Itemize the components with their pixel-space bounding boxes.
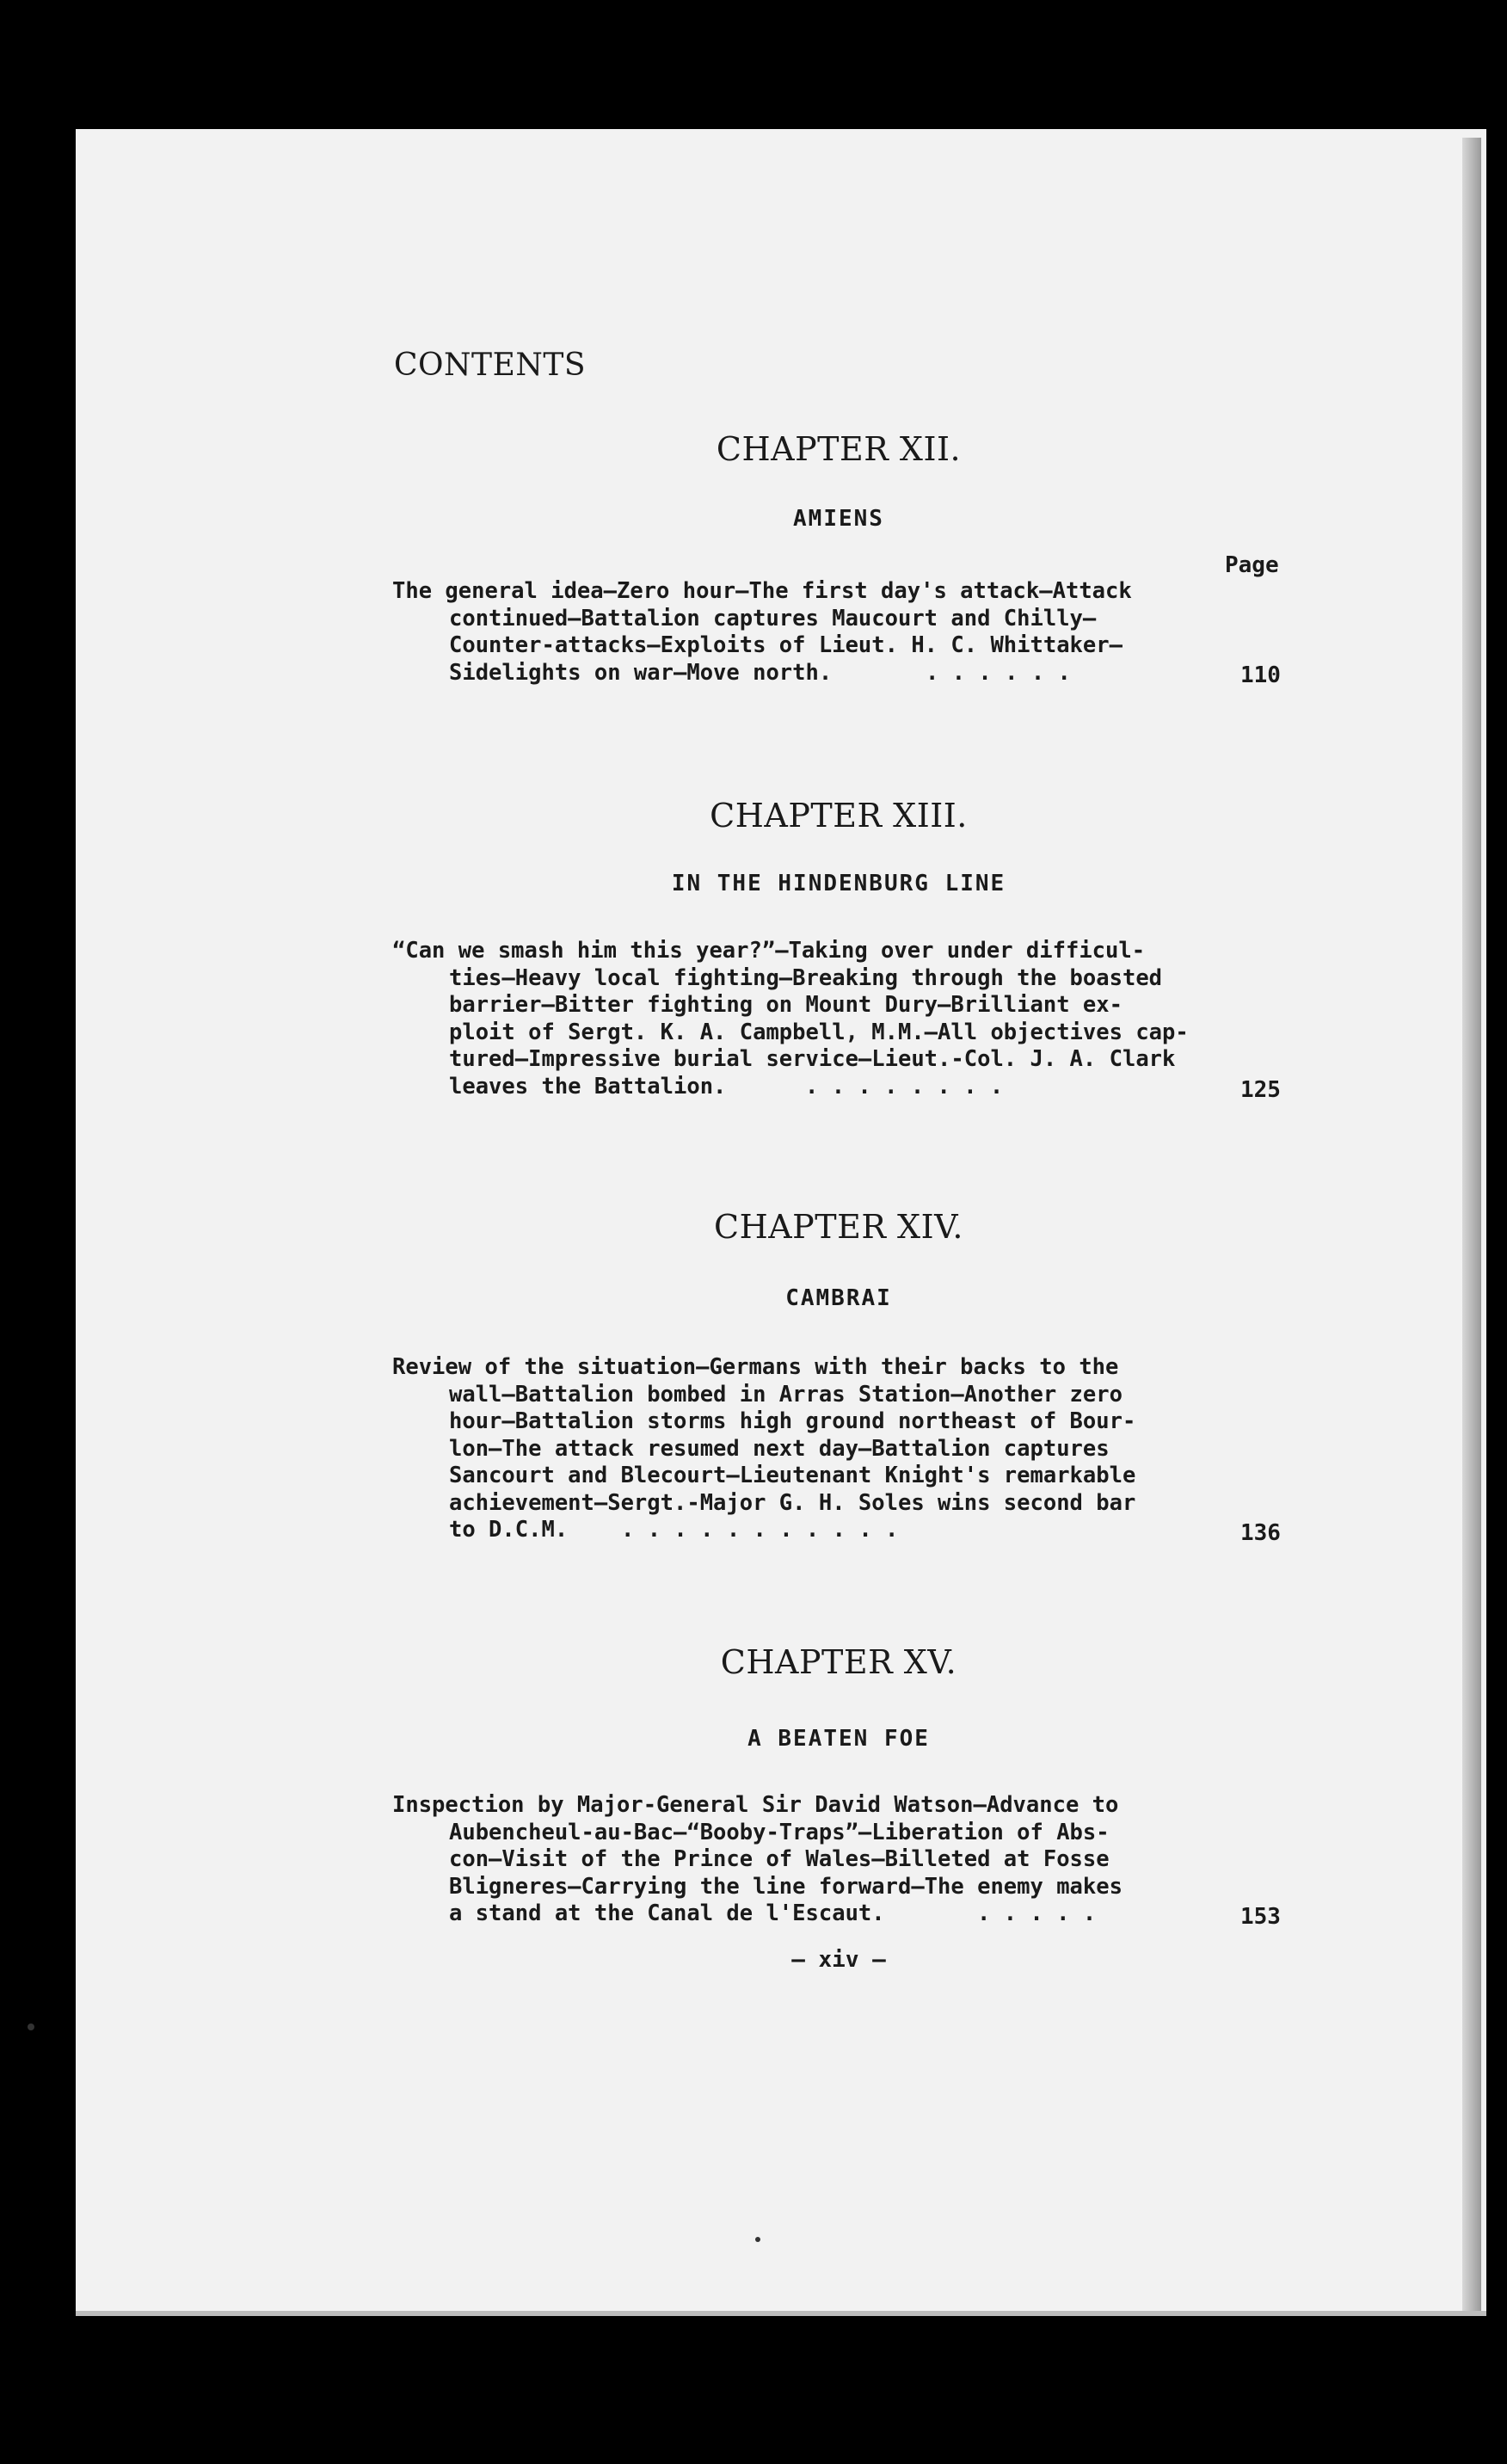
running-head: CONTENTS [394,348,587,383]
page-bottom-edge [76,2311,1486,2316]
chapter-title: CHAPTER XV. [720,1643,957,1681]
summary-line: Bligneres—Carrying the line forward—The enemy makes [449,1873,1123,1900]
summary-line: barrier—Bitter fighting on Mount Dury—Brilliant ex- [449,992,1123,1018]
summary-line-text: a stand at the Canal de l'Escaut. [449,1900,885,1926]
summary-line: con—Visit of the Prince of Wales—Billeted at Fosse [449,1846,1110,1872]
dot-leader: . . . . . . . . [805,1073,1004,1100]
summary-line-text: to D.C.M. [449,1517,569,1543]
chapter-title: CHAPTER XIII. [710,797,968,835]
summary-line: continued—Battalion captures Maucourt and Chilly— [449,605,1097,631]
dot-leader: . . . . . [977,1900,1097,1926]
paper-speck [755,2237,760,2242]
chapter-title: CHAPTER XII. [716,430,962,468]
page-number: 136 [1240,1520,1281,1546]
page-number: 125 [1240,1077,1281,1103]
summary-line [392,1900,1295,1928]
summary-line: Sancourt and Blecourt—Lieutenant Knight's remarkable [449,1463,1136,1488]
summary-line: lon—The attack resumed next day—Battalion captures [449,1435,1110,1462]
chapter-summary [392,938,1295,1100]
chapter-subtitle: IN THE HINDENBURG LINE [671,871,1006,896]
summary-line [392,660,1295,687]
chapter-subtitle: A BEATEN FOE [747,1726,930,1752]
chapter-summary [392,1354,1295,1544]
summary-line: ties—Heavy local fighting—Breaking through the boasted [449,964,1163,991]
summary-line: Review of the situation—Germans with their backs to the [392,1354,1119,1380]
summary-line: wall—Battalion bombed in Arras Station—Another zero [449,1381,1123,1408]
summary-line: Inspection by Major-General Sir David Watson—Advance to [392,1792,1119,1818]
summary-line: Aubencheul-au-Bac—“Booby-Traps”—Liberation of Abs- [449,1819,1110,1845]
summary-line: The general idea—Zero hour—The first day's attack—Attack [392,578,1132,604]
summary-line [392,1074,1295,1101]
dot-leader: . . . . . . [926,659,1071,686]
chapter-summary [392,1792,1295,1928]
summary-line-text: Sidelights on war—Move north. [449,659,833,686]
summary-line: hour—Battalion storms high ground northeast of Bour- [449,1408,1136,1434]
page-number: 110 [1240,662,1281,688]
summary-line: “Can we smash him this year?”—Taking over under difficul- [392,938,1146,964]
chapter-summary [392,578,1295,687]
summary-line-text: leaves the Battalion. [449,1073,727,1100]
chapter-subtitle: CAMBRAI [785,1285,892,1311]
page-number: 153 [1240,1904,1281,1930]
summary-line: achievement—Sergt.-Major G. H. Soles wins second bar [449,1489,1136,1516]
dot-leader: . . . . . . . . . . . [621,1517,899,1543]
summary-line: ploit of Sergt. K. A. Campbell, M.M.—All objectives cap- [449,1019,1189,1045]
summary-line: tured—Impressive burial service—Lieut.-Col. J. A. Clark [449,1046,1176,1072]
margin-speck [28,2024,34,2030]
page-folio: — xiv — [791,1947,886,1973]
page-column-label: Page [1225,552,1279,578]
page-edge [1462,138,1481,2314]
summary-line: Counter-attacks—Exploits of Lieut. H. C. Whittaker— [449,632,1123,658]
summary-line [392,1517,1295,1544]
chapter-title: CHAPTER XIV. [714,1208,963,1246]
chapter-subtitle: AMIENS [793,506,884,532]
